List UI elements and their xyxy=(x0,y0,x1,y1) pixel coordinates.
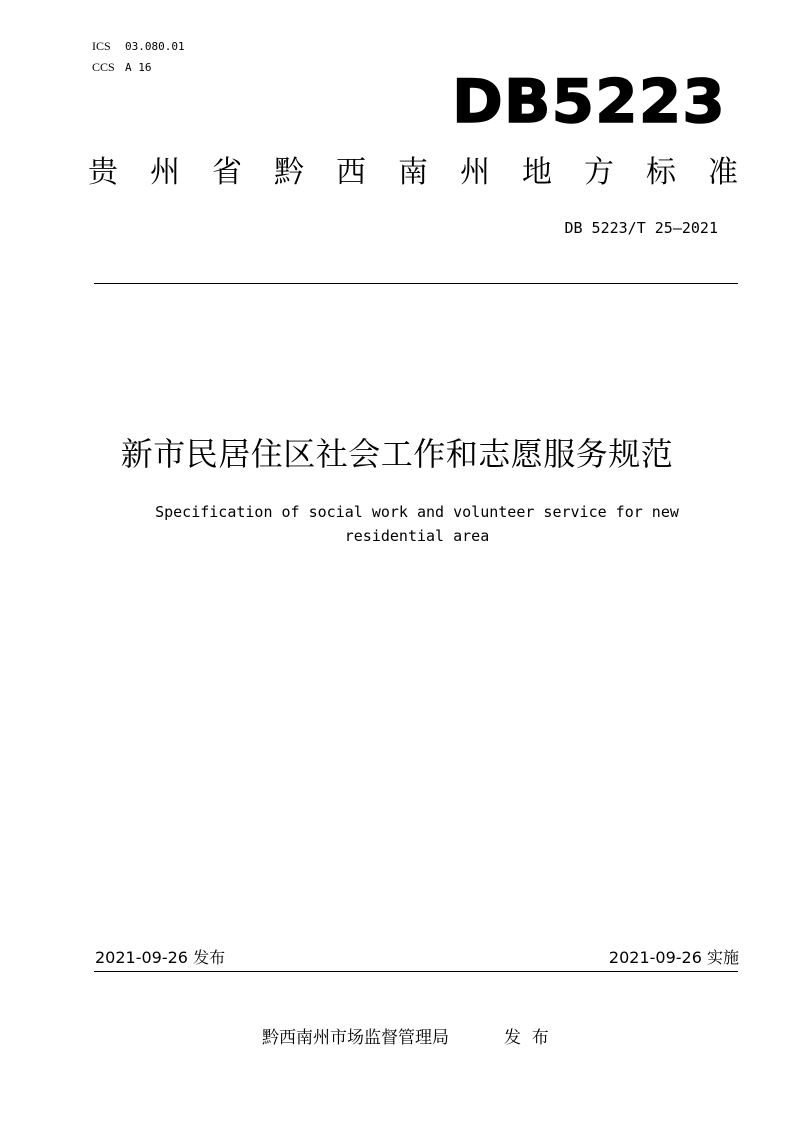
db-logo: DB5223 xyxy=(452,67,726,137)
footer-divider xyxy=(94,971,738,972)
standard-type-char: 准 xyxy=(708,155,738,190)
ics-label: ICS xyxy=(92,39,111,53)
document-title-english-line1: Specification of social work and volunteer service for new xyxy=(155,503,679,521)
standard-type xyxy=(88,155,738,191)
implementation-date: 2021-09-26 实施 xyxy=(608,948,739,967)
standard-type-char: 地 xyxy=(522,155,552,190)
standard-type-char: 西 xyxy=(336,155,366,190)
publisher-name: 黔西南州市场监督管理局 xyxy=(262,1028,449,1048)
standard-type-char: 贵 xyxy=(88,155,118,190)
standard-type-char: 方 xyxy=(584,155,614,190)
ics-code: 03.080.01 xyxy=(125,40,185,53)
header-divider xyxy=(94,283,738,284)
ccs-label: CCS xyxy=(92,60,115,74)
standard-type-char: 南 xyxy=(398,155,428,190)
issue-date: 2021-09-26 发布 xyxy=(95,948,226,967)
publisher-action: 发 布 xyxy=(504,1028,549,1048)
standard-type-char: 标 xyxy=(646,155,676,190)
standard-number: DB 5223/T 25—2021 xyxy=(564,219,718,237)
standard-type-char: 州 xyxy=(150,155,180,190)
standard-type-char: 省 xyxy=(212,155,242,190)
ccs-code: A 16 xyxy=(125,61,152,74)
document-title-english-line2: residential area xyxy=(344,527,490,545)
standard-type-char: 州 xyxy=(460,155,490,190)
document-title-chinese: 新市民居住区社会工作和志愿服务规范 xyxy=(120,435,674,473)
standard-type-char: 黔 xyxy=(274,155,304,190)
